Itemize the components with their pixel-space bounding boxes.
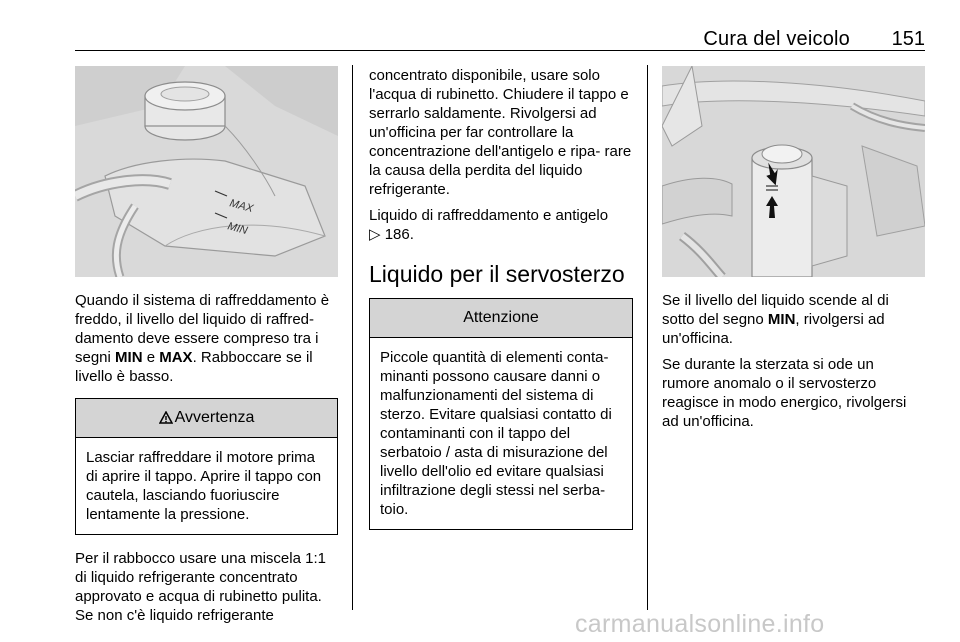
- coolant-reference-paragraph: Liquido di raffreddamento e antigelo ▷ 186.: [369, 207, 609, 243]
- arrow-reference-icon: ▷: [369, 226, 381, 243]
- caution-box-header: Attenzione: [370, 299, 632, 338]
- column-divider: [647, 65, 648, 610]
- refill-continuation-paragraph: concentrato disponibile, usare solo l'acqua di rubinetto. Chiudere il tappo e serrarlo saldamente. Rivolgersi ad un'officina per far controllare la concentrazione dell'antigelo e ripa- rare la causa della perdita del liquido refrigerante.: [369, 67, 632, 198]
- refill-paragraph: Per il rabbocco usare una miscela 1:1 di liquido refrigerante concentrato approvato e acqua di rubinetto pulita. Se non c'è liquido refrigerante: [75, 550, 326, 624]
- reference-page: 186.: [384, 226, 414, 243]
- power-steering-heading: Liquido per il servosterzo: [369, 261, 625, 287]
- caution-box: [369, 298, 633, 530]
- column-divider: [352, 65, 353, 610]
- warning-body: Lasciar raffreddare il motore prima di aprire il tappo. Aprire il tappo con cautela, lasciando fuoriuscire lentamente la pressione.: [86, 449, 322, 523]
- steering-noise-paragraph: Se durante la sterzata si ode un rumore anomalo o il servosterzo reagisce in modo energico, rivolgersi ad un'officina.: [662, 356, 907, 430]
- section-title: Cura del veicolo: [703, 28, 850, 50]
- steering-level-paragraph: Se il livello del liquido scende al di sotto del segno MIN, rivolgersi ad un'officina.: [662, 292, 889, 347]
- warning-box-header: [76, 399, 337, 438]
- warning-title: Avvertenza: [174, 409, 255, 426]
- coolant-reservoir-figure: [75, 66, 338, 277]
- min-keyword: MIN: [767, 311, 796, 328]
- page-number: 151: [891, 28, 925, 50]
- coolant-reservoir-illustration: [75, 66, 338, 277]
- watermark: carmanualsonline.info: [575, 610, 825, 638]
- steering-reservoir-illustration: [662, 66, 925, 277]
- right-column: [662, 66, 925, 431]
- page-header: [75, 0, 925, 51]
- warning-box: [75, 398, 338, 535]
- coolant-level-paragraph: Quando il sistema di raffreddamento è freddo, il livello del liquido di raffred- damento deve essere compreso tra i segni MIN e MAX. Rabboccare se il livello è basso.: [75, 292, 330, 385]
- min-mark-label: MIN: [226, 220, 249, 238]
- steering-fluid-reservoir-figure: [662, 66, 925, 277]
- left-column: [75, 66, 338, 625]
- max-keyword: MAX: [159, 349, 193, 366]
- max-mark-label: MAX: [228, 197, 255, 216]
- warning-triangle-icon: [159, 401, 173, 439]
- min-keyword: MIN: [115, 349, 143, 366]
- middle-column: [369, 66, 633, 530]
- caution-body: Piccole quantità di elementi conta- minanti possono causare danni o malfunzionamenti del sistema di sterzo. Evitare qualsiasi contatto di contaminanti con il tappo del serbatoio / asta di misurazione del livello dell'olio ed evitare qualsiasi infiltrazione degli stessi nel serba- toio.: [380, 349, 612, 518]
